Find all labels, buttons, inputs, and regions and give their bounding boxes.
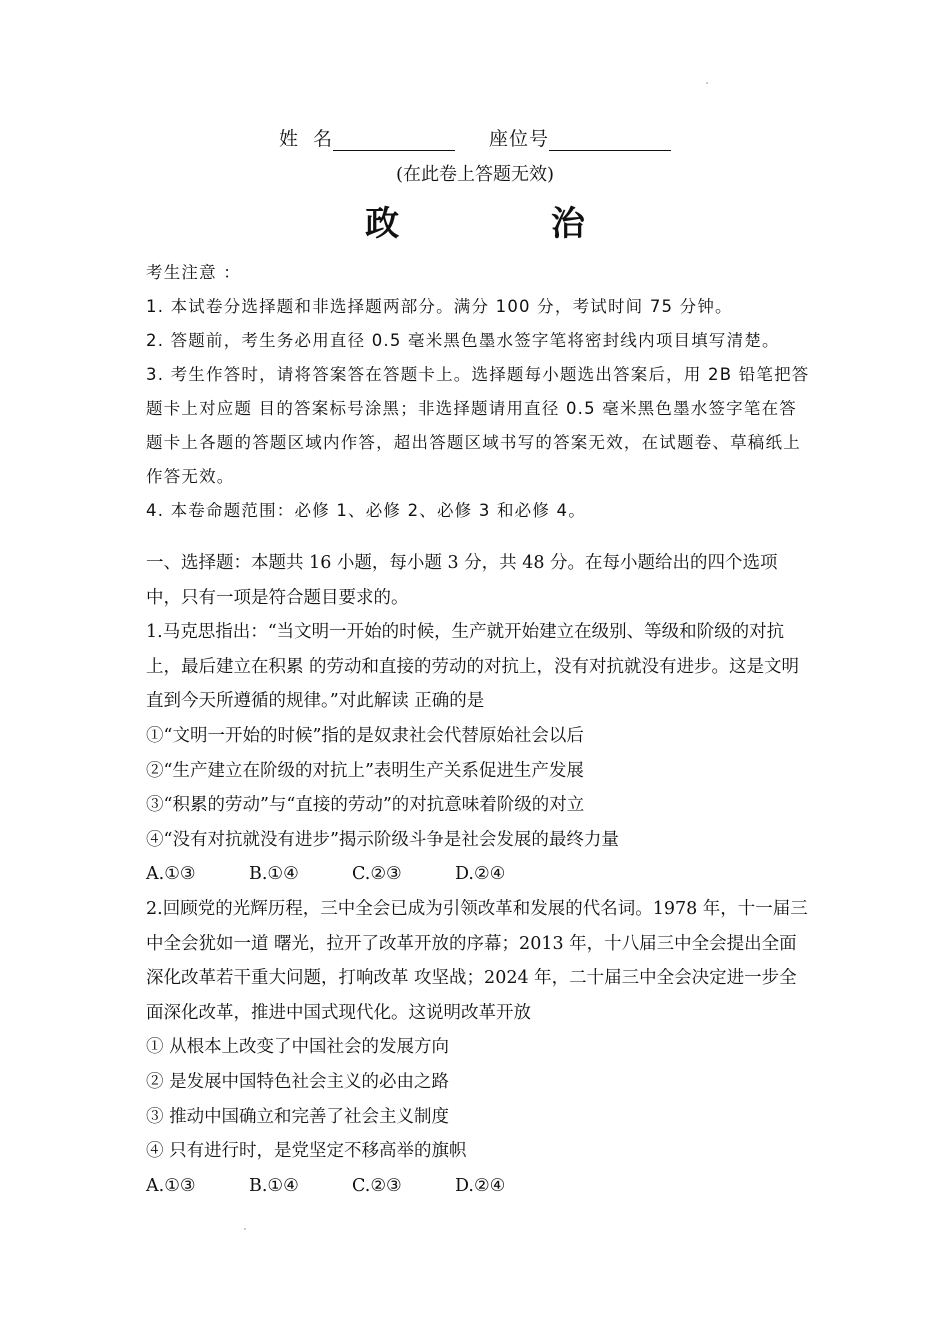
question-stem: 2.回顾党的光辉历程，三中全会已成为引领改革和发展的代名词。1978 年，十一届三中全会犹如一道 曙光，拉开了改革开放的序幕；2013 年，十八届三中全会提出全面深化改革若干重大问题，打响改革 攻坚战；2024 年，二十届三中全会决定进一步全面深化改革，推进中国式现代化。这说明改革开放: [146, 898, 808, 1023]
option-d: D.②④: [455, 1175, 506, 1196]
question-statement: ③ 推动中国确立和完善了社会主义制度: [146, 1106, 450, 1127]
option-c: C.②③: [352, 864, 402, 885]
notes-heading: 考生注意 ：: [146, 263, 241, 282]
note-item: 3. 考生作答时，请将答案答在答题卡上。选择题每小题选出答案后，用 2B 铅笔把答题卡上对应题 目的答案标号涂黑；非选择题请用直径 0.5 毫米黑色墨水签字笔在答题卡上各题的答题区域内作答，超出答题区域书写的答案无效，在试题卷、草稿纸上作答无效。: [146, 365, 810, 486]
answer-options: [146, 1169, 811, 1204]
question-statement: ①“文明一开始的时候”指的是奴隶社会代替原始社会以后: [146, 725, 584, 746]
invalid-notice: (在此卷上答题无效): [395, 164, 555, 185]
name-blank: [333, 132, 455, 151]
note-item: 2. 答题前，考生务必用直径 0.5 毫米黑色墨水签字笔将密封线内项目填写清楚。: [146, 331, 780, 350]
name-label: 姓 名: [278, 128, 334, 150]
question-statement: ③“积累的劳动”与“直接的劳动”的对抗意味着阶级的对立: [146, 795, 585, 816]
option-a: A.①③: [146, 864, 196, 885]
question-statement: ② 是发展中国特色社会主义的必由之路: [146, 1071, 450, 1092]
student-info-line: [0, 124, 950, 151]
option-b: B.①④: [249, 1175, 299, 1196]
scan-speck: [706, 82, 708, 84]
section-title: 一、选择题：本题共 16 小题，每小题 3 分，共 48 分。在每小题给出的四个选项中，只有一项是符合题目要求的。: [146, 553, 778, 608]
note-item: 4. 本卷命题范围：必修 1、必修 2、必修 3 和必修 4。: [146, 501, 586, 520]
option-b: B.①④: [249, 864, 299, 885]
question-statement: ④ 只有进行时，是党坚定不移高举的旗帜: [146, 1141, 467, 1162]
question-statement: ① 从根本上改变了中国社会的发展方向: [146, 1037, 450, 1058]
option-c: C.②③: [352, 1175, 402, 1196]
answer-options: [146, 857, 811, 892]
question-stem: 1.马克思指出：“当文明一开始的时候，生产就开始建立在级别、等级和阶级的对抗上，最后建立在积累 的劳动和直接的劳动的对抗上，没有对抗就没有进步。这是文明直到今天所遵循的规律。”对此解读 正确的是: [146, 622, 800, 712]
question-statement: ②“生产建立在阶级的对抗上”表明生产关系促进生产发展: [146, 760, 584, 781]
subject-title: 政 治: [365, 204, 655, 244]
seat-label: 座位号: [489, 128, 550, 150]
note-item: 1. 本试卷分选择题和非选择题两部分。满分 100 分，考试时间 75 分钟。: [146, 297, 733, 316]
seat-blank: [549, 132, 671, 151]
scan-speck: [244, 1228, 246, 1230]
question-section: [146, 546, 811, 1203]
option-a: A.①③: [146, 1175, 196, 1196]
option-d: D.②④: [455, 864, 506, 885]
candidate-notes: [146, 256, 811, 528]
question-statement: ④“没有对抗就没有进步”揭示阶级斗争是社会发展的最终力量: [146, 829, 619, 850]
